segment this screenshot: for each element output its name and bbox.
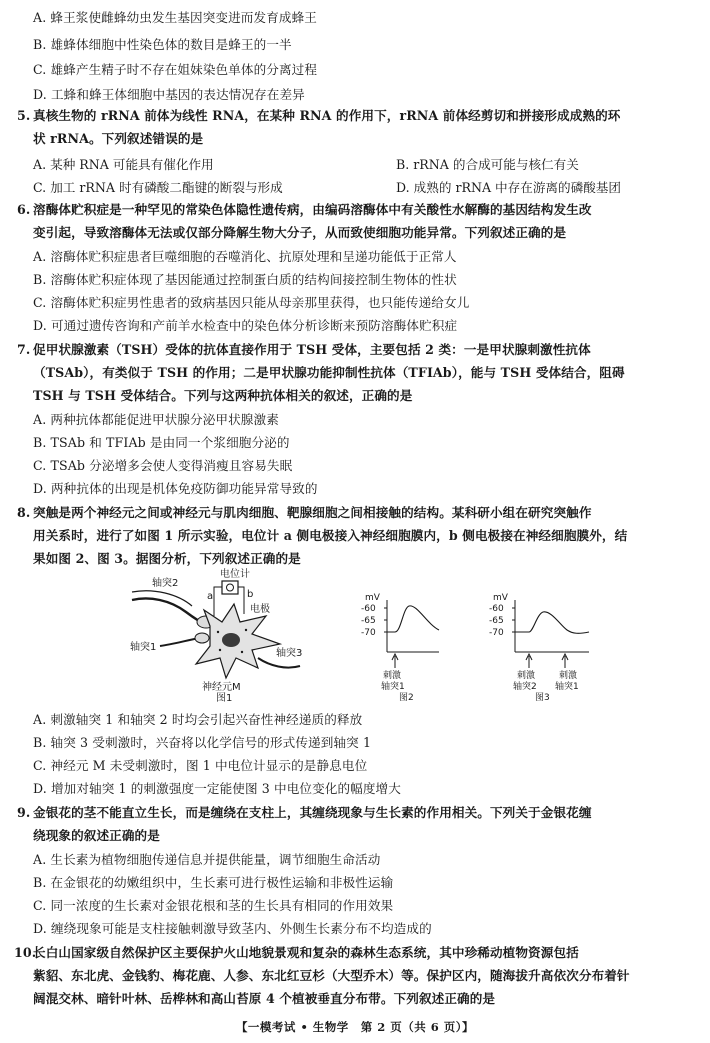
q4-option-a: A. 蜂王浆使雌蜂幼虫发生基因突变进而发育成蜂王: [33, 10, 317, 25]
q10-number: 10.: [14, 945, 37, 960]
figure-3-potential-graph: [483, 590, 603, 702]
q7-stem-line3: TSH 与 TSH 受体结合。下列与这两种抗体相关的叙述，正确的是: [33, 388, 413, 403]
q8-option-d: D. 增加对轴突 1 的刺激强度一定能使图 3 中电位变化的幅度增大: [33, 781, 401, 796]
q9-stem-line2: 绕现象的叙述正确的是: [33, 828, 160, 843]
fig3-unit: mV: [493, 593, 508, 603]
q5-option-d: D. 成熟的 rRNA 中存在游离的磷酸基团: [396, 180, 621, 195]
q7-option-b: B. TSAb 和 TFIAb 是由同一个浆细胞分泌的: [33, 435, 290, 450]
q7-stem-line2: （TSAb），有类似于 TSH 的作用；二是甲状腺功能抑制性抗体（TFIAb），能与 TSH 受体结合，阻碍: [33, 365, 625, 380]
fig1-meter-label: 电位计: [220, 569, 250, 580]
q10-stem-line1: 长白山国家级自然保护区主要保护火山地貌景观和复杂的森林生态系统，其中珍稀动植物资源包括: [33, 945, 579, 960]
q8-option-c: C. 神经元 M 未受刺激时，图 1 中电位计显示的是静息电位: [33, 758, 368, 773]
q9-option-b: B. 在金银花的幼嫩组织中，生长素可进行极性运输和非极性运输: [33, 875, 394, 890]
q9-option-a: A. 生长素为植物细胞传递信息并提供能量，调节细胞生命活动: [33, 852, 381, 867]
fig2-unit: mV: [365, 593, 380, 603]
q4-option-c: C. 雄蜂产生精子时不存在姐妹染色单体的分离过程: [33, 62, 318, 77]
fig1-axon2-label: 轴突2: [152, 578, 179, 589]
fig1-caption: 图1: [216, 693, 233, 702]
q10-stem-line3: 阔混交林、暗针叶林、岳桦林和高山苔原 4 个植被垂直分布带。下列叙述正确的是: [33, 991, 496, 1006]
fig3-stim-b-label-2: 轴突1: [555, 682, 579, 692]
page-footer: 【一模考试 • 生物学 第 2 页（共 6 页）】: [235, 1020, 475, 1034]
q6-number: 6.: [17, 202, 31, 217]
q9-number: 9.: [17, 805, 31, 820]
fig2-curve: [387, 606, 439, 632]
q7-number: 7.: [17, 342, 31, 357]
fig2-stim-label-1: 刺激: [383, 671, 402, 681]
q6-stem-line2: 变引起，导致溶酶体无法或仅部分降解生物大分子，从而致使细胞功能异常。下列叙述正确的是: [33, 225, 567, 240]
fig3-curve: [515, 612, 589, 633]
nucleus-icon: [222, 633, 240, 647]
q6-option-b: B. 溶酶体贮积症体现了基因能通过控制蛋白质的结构间接控制生物体的性状: [33, 272, 457, 287]
q8-stem-line2: 用关系时，进行了如图 1 所示实验，电位计 a 侧电极接入神经细胞膜内，b 侧电极接在神经细胞膜外，结: [33, 528, 628, 543]
q5-stem-line2: 状 rRNA。下列叙述错误的是: [33, 131, 204, 146]
fig3-tick-65: -65: [489, 616, 504, 626]
fig1-axon3-label: 轴突3: [276, 648, 303, 659]
q5-option-b: B. rRNA 的合成可能与核仁有关: [396, 157, 579, 172]
q6-stem-line1: 溶酶体贮积症是一种罕见的常染色体隐性遗传病，由编码溶酶体中有关酸性水解酶的基因结构发生改: [33, 202, 592, 217]
q8-option-b: B. 轴突 3 受刺激时，兴奋将以化学信号的形式传递到轴突 1: [33, 735, 372, 750]
q6-option-a: A. 溶酶体贮积症患者巨噬细胞的吞噬消化、抗原处理和呈递功能低于正常人: [33, 249, 457, 264]
q7-option-a: A. 两种抗体都能促进甲状腺分泌甲状腺激素: [33, 412, 279, 427]
potentiometer-icon: [222, 581, 238, 594]
q4-option-d: D. 工蜂和蜂王体细胞中基因的表达情况存在差异: [33, 87, 305, 102]
q8-option-a: A. 刺激轴突 1 和轴突 2 时均会引起兴奋性神经递质的释放: [33, 712, 363, 727]
fig3-tick-60: -60: [489, 604, 504, 614]
fig2-caption: 图2: [399, 693, 414, 702]
fig3-tick-70: -70: [489, 628, 504, 638]
q6-option-c: C. 溶酶体贮积症男性患者的致病基因只能从母亲那里获得，也只能传递给女儿: [33, 295, 470, 310]
q4-option-b: B. 雄蜂体细胞中性染色体的数目是蜂王的一半: [33, 37, 292, 52]
q9-stem-line1: 金银花的茎不能直立生长，而是缠绕在支柱上，其缠绕现象与生长素的作用相关。下列关于金银花缠: [33, 805, 592, 820]
fig1-label-b: b: [247, 589, 254, 600]
fig1-axon1-label: 轴突1: [130, 642, 157, 653]
q6-option-d: D. 可通过遗传咨询和产前羊水检查中的染色体分析诊断来预防溶酶体贮积症: [33, 318, 458, 333]
fig1-neuron-label: 神经元M: [202, 682, 241, 693]
fig3-stim-a-label-2: 轴突2: [513, 682, 537, 692]
fig1-label-a: a: [207, 591, 214, 602]
fig1-electrode-label: 电极: [250, 604, 270, 615]
q8-number: 8.: [17, 505, 31, 520]
fig3-stim-b-label-1: 刺激: [559, 671, 578, 681]
fig2-stim-label-2: 轴突1: [381, 682, 405, 692]
q9-option-d: D. 缠绕现象可能是支柱接触刺激导致茎内、外侧生长素分布不均造成的: [33, 921, 432, 936]
fig2-tick-70: -70: [361, 628, 376, 638]
fig2-tick-65: -65: [361, 616, 376, 626]
q8-stem-line3: 果如图 2、图 3。据图分析，下列叙述正确的是: [33, 551, 301, 566]
fig3-stim-a-label-1: 刺激: [517, 671, 536, 681]
q5-option-c: C. 加工 rRNA 时有磷酸二酯键的断裂与形成: [33, 180, 283, 195]
q8-stem-line1: 突触是两个神经元之间或神经元与肌肉细胞、靶腺细胞之间相接触的结构。某科研小组在研究突触作: [33, 505, 592, 520]
figure-2-potential-graph: [355, 590, 445, 702]
figure-1-neuron-diagram: [130, 566, 320, 702]
q10-stem-line2: 紫貂、东北虎、金钱豹、梅花鹿、人参、东北红豆杉（大型乔木）等。保护区内，随海拔升高依次分布着针: [33, 968, 630, 983]
q7-stem-line1: 促甲状腺激素（TSH）受体的抗体直接作用于 TSH 受体，主要包括 2 类：一是甲状腺刺激性抗体: [33, 342, 591, 357]
q7-option-c: C. TSAb 分泌增多会使人变得消瘦且容易失眠: [33, 458, 293, 473]
q5-stem-line1: 真核生物的 rRNA 前体为线性 RNA，在某种 RNA 的作用下，rRNA 前体经剪切和拼接形成成熟的环: [33, 108, 621, 123]
q9-option-c: C. 同一浓度的生长素对金银花根和茎的生长具有相同的作用效果: [33, 898, 394, 913]
fig3-caption: 图3: [535, 693, 550, 702]
q5-number: 5.: [17, 108, 31, 123]
fig2-tick-60: -60: [361, 604, 376, 614]
q7-option-d: D. 两种抗体的出现是机体免疫防御功能异常导致的: [33, 481, 318, 496]
q5-option-a: A. 某种 RNA 可能具有催化作用: [33, 157, 214, 172]
